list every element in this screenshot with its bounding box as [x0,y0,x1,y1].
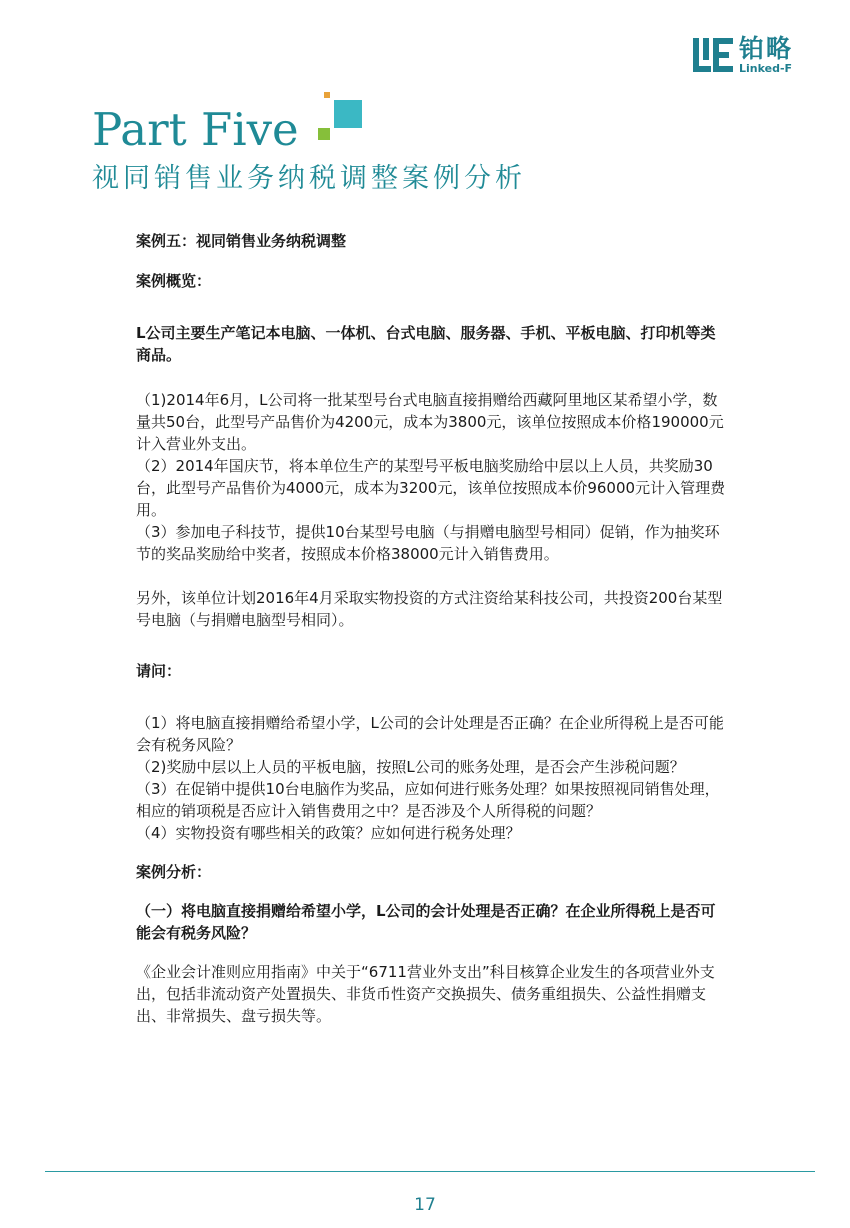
footer-divider [45,1171,815,1172]
question-item: （3）在促销中提供10台电脑作为奖品，应如何进行账务处理？如果按照视同销售处理，相应的销项税是否应计入销售费用之中？是否涉及个人所得税的问题？ [136,780,720,820]
part-subtitle: 视同销售业务纳税调整案例分析 [92,163,526,194]
question-item: （1）将电脑直接捐赠给希望小学，L公司的会计处理是否正确？在企业所得税上是否可能会有税务风险？ [136,714,724,754]
logo-mark-icon [693,38,733,72]
intro-paragraph: L公司主要生产笔记本电脑、一体机、台式电脑、服务器、手机、平板电脑、打印机等类商品。 [136,324,716,364]
question-item: （4）实物投资有哪些相关的政策？应如何进行税务处理？ [136,824,521,842]
case-item: （1)2014年6月，L公司将一批某型号台式电脑直接捐赠给西藏阿里地区某希望小学，数量共50台，此型号产品售价为4200元，成本为3800元，该单位按照成本价格190000元计入营业外支出。 [136,391,724,453]
question-label: 请问： [136,662,182,680]
case-item: （2）2014年国庆节，将本单位生产的某型号平板电脑奖励给中层以上人员，共奖励30台，此型号产品售价为4000元，成本为3200元，该单位按照成本价96000元计入管理费用。 [136,457,726,519]
part-title: Part Five [92,103,299,156]
additional-paragraph: 另外，该单位计划2016年4月采取实物投资的方式注资给某科技公司，共投资200台某型号电脑（与捐赠电脑型号相同）。 [136,589,723,629]
analysis-label: 案例分析： [136,863,212,881]
case-title: 案例五：视同销售业务纳税调整 [136,232,347,250]
overview-label: 案例概览： [136,272,212,290]
page-number: 17 [414,1195,436,1215]
case-items [136,389,726,565]
logo-name-en: Linked-F [739,62,793,75]
logo-name-cn: 铂略 [739,34,794,63]
question-list [136,712,726,844]
case-item: （3）参加电子科技节，提供10台某型号电脑（与捐赠电脑型号相同）促销，作为抽奖环节的奖品奖励给中奖者，按照成本价格38000元计入销售费用。 [136,523,720,563]
analysis-heading: （一）将电脑直接捐赠给希望小学，L公司的会计处理是否正确？在企业所得税上是否可能会有税务风险？ [136,902,716,942]
decorative-squares-icon [314,90,370,146]
analysis-paragraph: 《企业会计准则应用指南》中关于“6711营业外支出”科目核算企业发生的各项营业外支出，包括非流动资产处置损失、非货币性资产交换损失、债务重组损失、公益性捐赠支出、非常损失、盘亏损失等。 [136,963,715,1025]
brand-logo [693,36,813,76]
document-body [136,230,726,1027]
question-item: （2)奖励中层以上人员的平板电脑，按照L公司的账务处理，是否会产生涉税问题？ [136,758,685,776]
